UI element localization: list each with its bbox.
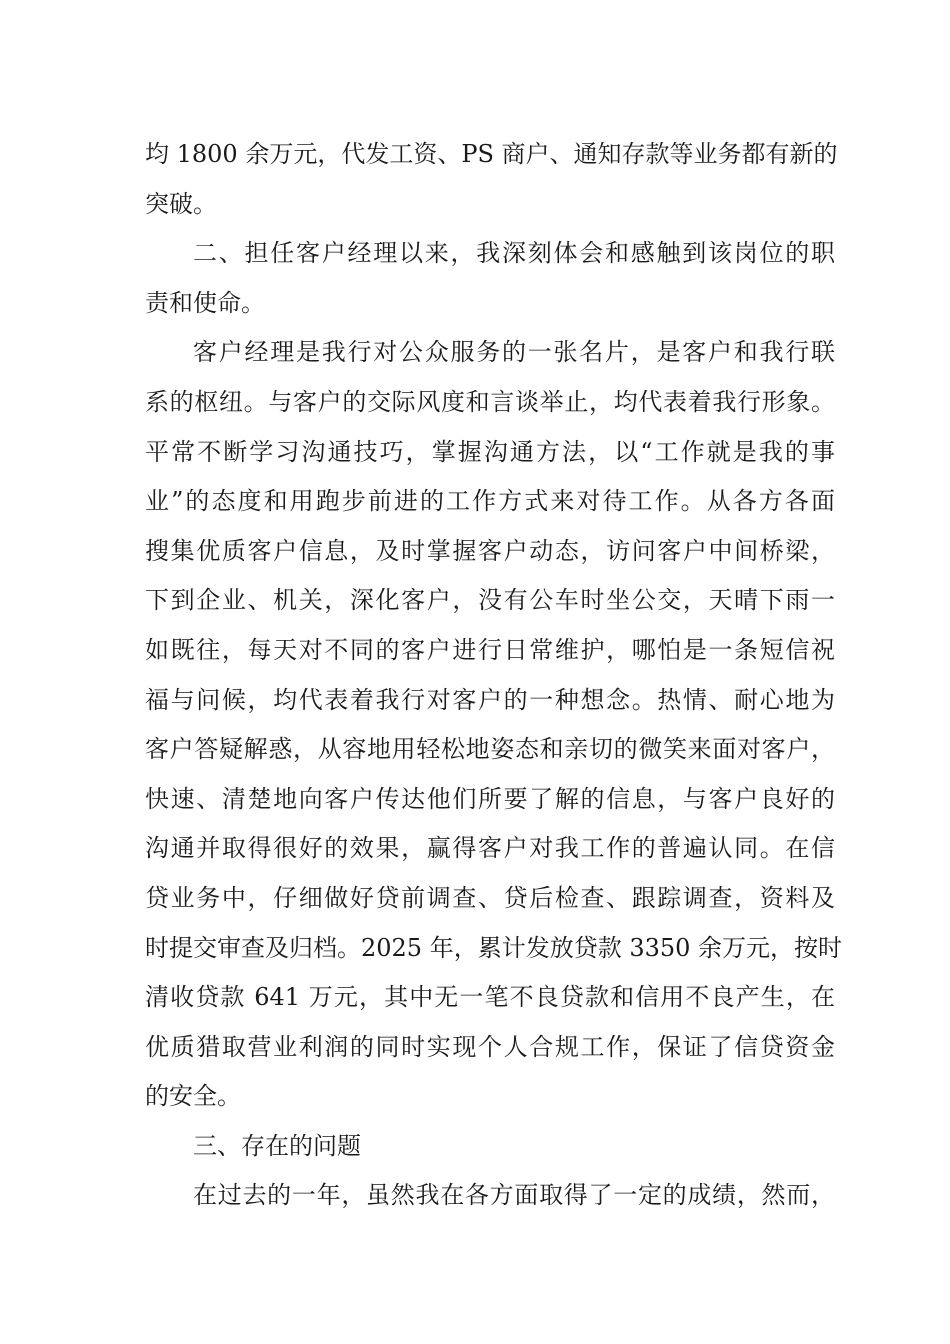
text-line: 时提交审查及归档。2025 年，累计发放贷款 3350 余万元，按时 [145, 933, 843, 962]
text-line: 二、担任客户经理以来，我深刻体会和感触到该岗位的职 [193, 239, 835, 268]
body-text [145, 130, 843, 1221]
text-line: 的安全。 [145, 1082, 241, 1111]
text-line: 优质猎取营业利润的同时实现个人合规工作，保证了信贷资金 [145, 1032, 835, 1061]
text-line: 福与问候，均代表着我行对客户的一种想念。热情、耐心地为 [145, 685, 835, 714]
text-line: 搜集优质客户信息，及时掌握客户动态，访问客户中间桥梁， [145, 536, 835, 565]
text-line: 如既往，每天对不同的客户进行日常维护，哪怕是一条短信祝 [145, 635, 835, 664]
text-line: 清收贷款 641 万元，其中无一笔不良贷款和信用不良产生，在 [145, 983, 835, 1012]
text-line: 业”的态度和用跑步前进的工作方式来对待工作。从各方各面 [145, 487, 835, 516]
text-line: 在过去的一年，虽然我在各方面取得了一定的成绩，然而， [193, 1181, 835, 1210]
text-line: 贷业务中，仔细做好贷前调查、贷后检查、跟踪调查，资料及 [145, 883, 835, 912]
text-line: 沟通并取得很好的效果，赢得客户对我工作的普遍认同。在信 [145, 834, 835, 863]
text-line: 平常不断学习沟通技巧，掌握沟通方法，以“工作就是我的事 [145, 437, 835, 466]
text-line: 系的枢纽。与客户的交际风度和言谈举止，均代表着我行形象。 [145, 387, 835, 416]
text-line: 均 1800 余万元，代发工资、PS 商户、通知存款等业务都有新的 [145, 140, 838, 168]
text-line: 三、存在的问题 [193, 1131, 361, 1160]
text-line: 突破。 [145, 189, 217, 218]
text-line: 客户经理是我行对公众服务的一张名片，是客户和我行联 [193, 338, 835, 367]
text-line: 快速、清楚地向客户传达他们所要了解的信息，与客户良好的 [145, 784, 835, 813]
text-line: 下到企业、机关，深化客户，没有公车时坐公交，天晴下雨一 [145, 586, 835, 615]
text-line: 责和使命。 [145, 288, 265, 317]
text-line: 客户答疑解惑，从容地用轻松地姿态和亲切的微笑来面对客户， [145, 735, 835, 764]
